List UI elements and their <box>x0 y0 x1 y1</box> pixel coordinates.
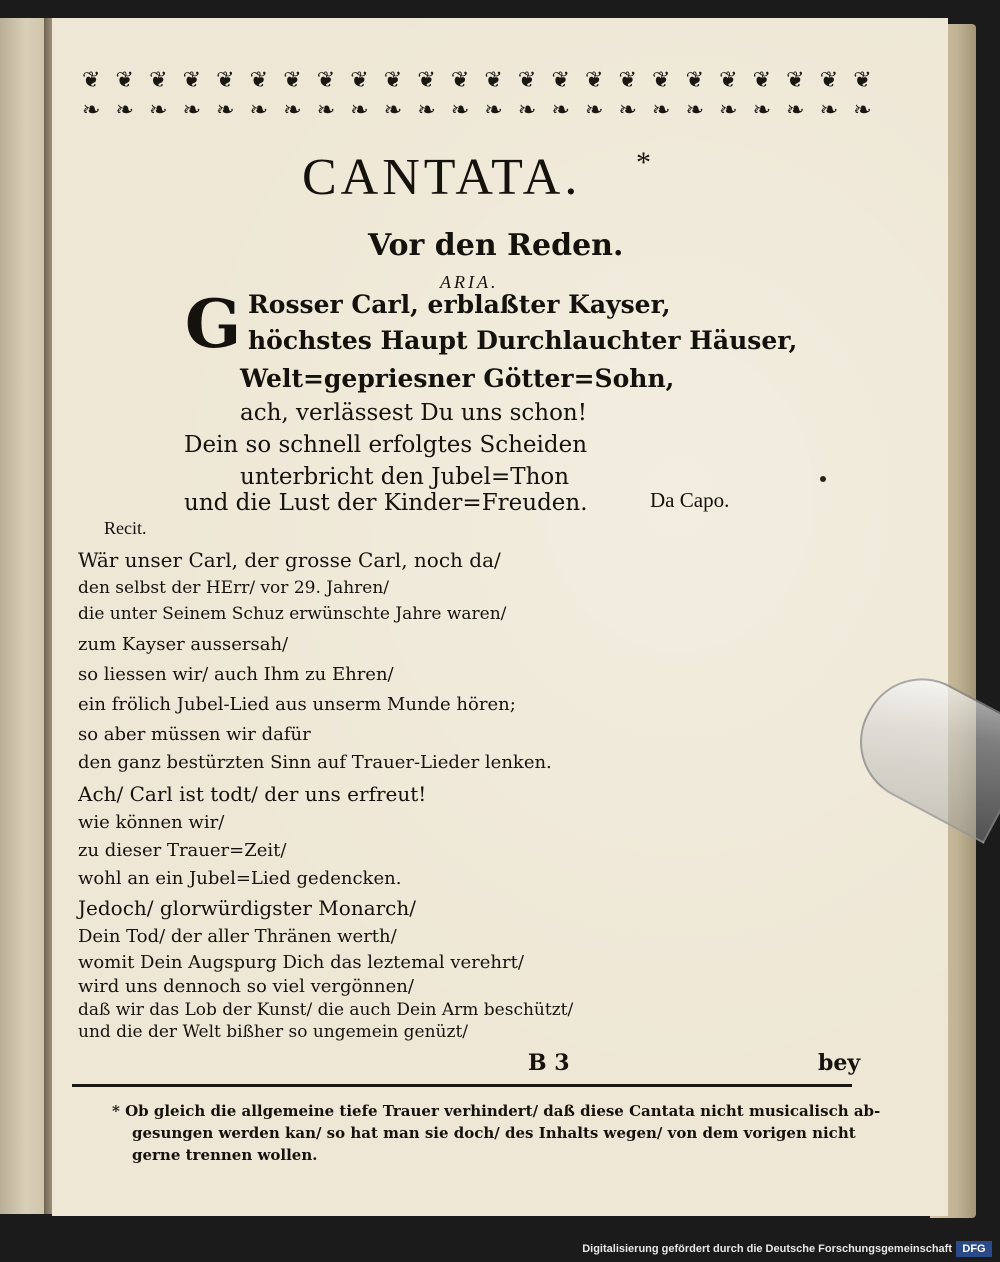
fleuron-icon: ❦ <box>853 68 872 93</box>
fleuron-icon: ❦ <box>484 68 503 93</box>
fleuron-icon: ❧ <box>149 98 168 123</box>
fleuron-icon: ❦ <box>819 68 839 93</box>
fleuron-icon: ❧ <box>719 98 738 123</box>
fleuron-icon: ❧ <box>819 98 839 123</box>
fleuron-icon: ❦ <box>450 68 470 93</box>
da-capo-mark: Da Capo. <box>650 488 730 512</box>
recit-line: so liessen wir/ auch Ihm zu Ehren/ <box>78 664 394 685</box>
fleuron-icon: ❧ <box>182 98 202 123</box>
fleuron-icon: ❧ <box>517 98 537 123</box>
ornament-band-bottom <box>82 98 872 124</box>
fleuron-icon: ❧ <box>786 98 805 123</box>
fleuron-icon: ❦ <box>618 68 637 93</box>
recit-line: daß wir das Lob der Kunst/ die auch Dein Arm beschützt/ <box>78 1000 574 1020</box>
fleuron-icon: ❧ <box>551 98 570 123</box>
book-page <box>52 18 948 1216</box>
catchword: bey <box>818 1050 861 1076</box>
fleuron-icon: ❦ <box>115 68 134 93</box>
fleuron-icon: ❧ <box>584 98 604 123</box>
recit-line: wohl an ein Jubel=Lied gedencken. <box>78 868 402 889</box>
fleuron-icon: ❧ <box>853 98 872 123</box>
fleuron-icon: ❧ <box>283 98 302 123</box>
fleuron-icon: ❦ <box>216 68 235 93</box>
fleuron-icon: ❧ <box>316 98 336 123</box>
fleuron-icon: ❧ <box>618 98 637 123</box>
recit-line: wird uns dennoch so viel vergönnen/ <box>78 976 414 997</box>
aria-line: höchstes Haupt Durchlauchter Häuser, <box>248 326 798 355</box>
fleuron-icon: ❦ <box>182 68 202 93</box>
fleuron-icon: ❧ <box>652 98 671 123</box>
fleuron-icon: ❦ <box>283 68 302 93</box>
recit-line: zu dieser Trauer=Zeit/ <box>78 840 287 861</box>
fleuron-icon: ❦ <box>685 68 704 93</box>
fleuron-icon: ❧ <box>484 98 503 123</box>
footnote-line: gerne trennen wollen. <box>132 1146 318 1164</box>
fleuron-icon: ❧ <box>383 98 403 123</box>
drop-cap: G <box>184 285 242 363</box>
recit-line: und die der Welt bißher so ungemein genüzt/ <box>78 1022 469 1042</box>
fleuron-icon: ❦ <box>82 68 101 93</box>
fleuron-icon: ❦ <box>652 68 671 93</box>
recit-line: Ach/ Carl ist todt/ der uns erfreut! <box>78 782 427 806</box>
fleuron-icon: ❦ <box>383 68 403 93</box>
recit-line: Dein Tod/ der aller Thränen werth/ <box>78 926 397 947</box>
section-heading: Vor den Reden. <box>368 228 624 263</box>
fleuron-icon: ❧ <box>350 98 369 123</box>
fleuron-icon: ❧ <box>752 98 772 123</box>
fleuron-icon: ❦ <box>350 68 369 93</box>
footnote-rule <box>72 1084 852 1087</box>
fleuron-icon: ❦ <box>316 68 336 93</box>
footnote-marker: * <box>636 146 651 179</box>
recit-line: wie können wir/ <box>78 812 225 833</box>
fleuron-icon: ❦ <box>719 68 738 93</box>
ornament-band-top <box>82 68 872 94</box>
fleuron-icon: ❦ <box>517 68 537 93</box>
fleuron-icon: ❧ <box>450 98 470 123</box>
fleuron-icon: ❧ <box>417 98 436 123</box>
fleuron-icon: ❦ <box>417 68 436 93</box>
aria-line: Welt=gepriesner Götter=Sohn, <box>240 364 675 393</box>
recit-line: Wär unser Carl, der grosse Carl, noch da/ <box>78 548 501 572</box>
recit-line: zum Kayser aussersah/ <box>78 634 289 655</box>
fleuron-icon: ❦ <box>752 68 772 93</box>
aria-line: ach, verlässest Du uns schon! <box>240 400 587 426</box>
recit-label: Recit. <box>104 518 147 538</box>
fleuron-icon: ❦ <box>149 68 168 93</box>
aria-line: Rosser Carl, erblaßter Kayser, <box>248 290 671 319</box>
fleuron-icon: ❦ <box>551 68 570 93</box>
aria-line: Dein so schnell erfolgtes Scheiden <box>184 432 588 458</box>
recit-line: womit Dein Augspurg Dich das leztemal verehrt/ <box>78 952 524 973</box>
fleuron-icon: ❧ <box>82 98 101 123</box>
aria-label: ARIA. <box>440 272 499 292</box>
fleuron-icon: ❦ <box>584 68 604 93</box>
facing-page-edge <box>0 18 46 1214</box>
aria-line: unterbricht den Jubel=Thon <box>240 464 570 490</box>
page-title: CANTATA. <box>302 149 582 206</box>
fleuron-icon: ❧ <box>685 98 704 123</box>
fleuron-icon: ❦ <box>786 68 805 93</box>
fleuron-icon: ❧ <box>249 98 269 123</box>
signature-mark: B 3 <box>528 1050 570 1076</box>
footnote-line: gesungen werden kan/ so hat man sie doch/ des Inhalts wegen/ von dem vorigen nicht <box>132 1124 856 1142</box>
footnote-line: * Ob gleich die allgemeine tiefe Trauer verhindert/ daß diese Cantata nicht musicalisch ab- <box>112 1102 881 1120</box>
recit-line: den selbst der HErr/ vor 29. Jahren/ <box>78 578 390 598</box>
recit-line: den ganz bestürzten Sinn auf Trauer-Lieder lenken. <box>78 752 552 773</box>
recit-line: so aber müssen wir dafür <box>78 724 311 745</box>
digitization-credit: Digitalisierung gefördert durch die Deutsche Forschungsgemeinschaft <box>582 1243 952 1255</box>
ink-dot <box>820 476 826 482</box>
fleuron-icon: ❦ <box>249 68 269 93</box>
recit-line: die unter Seinem Schuz erwünschte Jahre waren/ <box>78 604 507 624</box>
recit-line: Jedoch/ glorwürdigster Monarch/ <box>78 896 416 920</box>
fleuron-icon: ❧ <box>115 98 134 123</box>
fleuron-icon: ❧ <box>216 98 235 123</box>
aria-line: und die Lust der Kinder=Freuden. <box>184 490 588 516</box>
dfg-logo: DFG <box>956 1241 992 1257</box>
recit-line: ein frölich Jubel-Lied aus unserm Munde hören; <box>78 694 516 715</box>
